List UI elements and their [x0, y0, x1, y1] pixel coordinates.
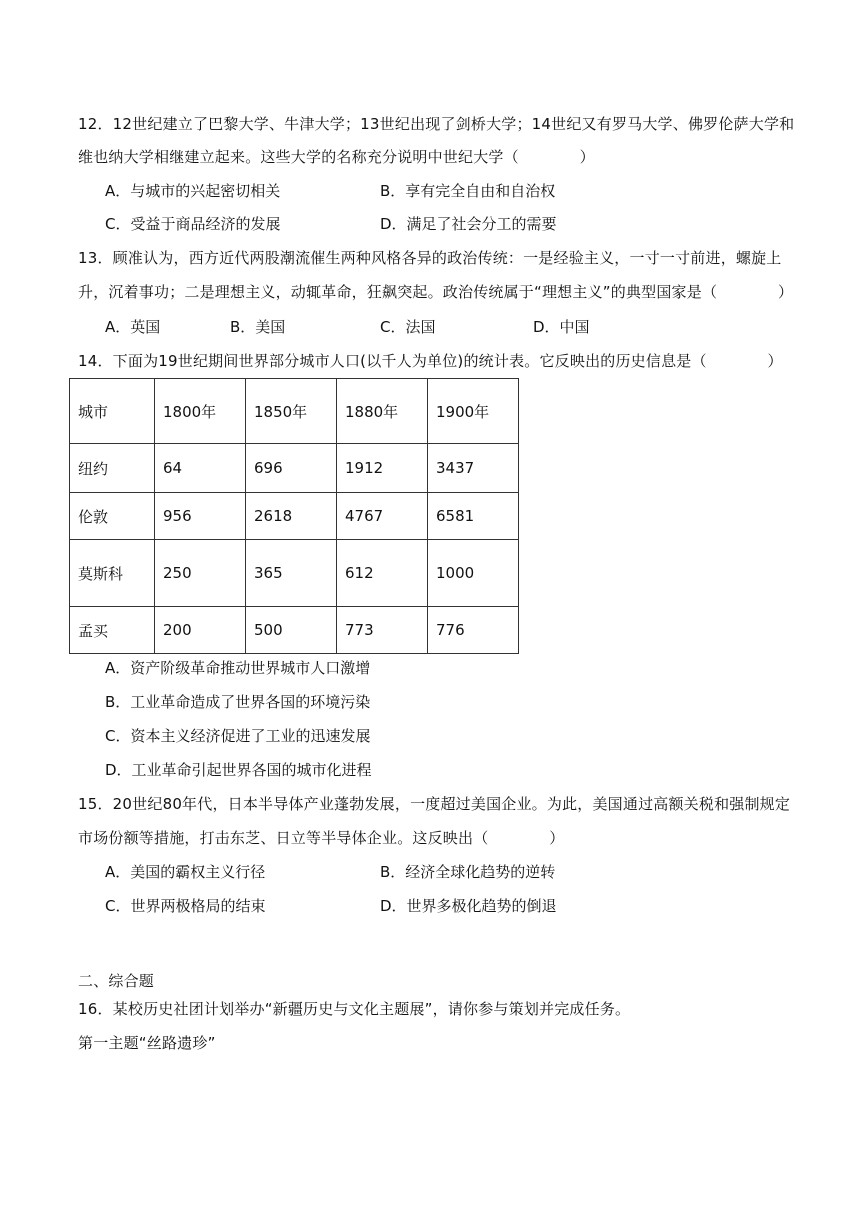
table-cell: 1000: [428, 540, 519, 607]
q15-option-a: A．美国的霸权主义行径: [105, 863, 266, 881]
q13-option-c: C．法国: [380, 318, 436, 336]
table-header-cell: 1880年: [337, 379, 428, 444]
table-cell: 365: [246, 540, 337, 607]
q13-option-b: B．美国: [230, 318, 286, 336]
q15-stem-line1: 15．20世纪80年代，日本半导体产业蓬勃发展，一度超过美国企业。为此，美国通过高额关税和强制规定: [78, 795, 791, 813]
q15-option-c: C．世界两极格局的结束: [105, 897, 266, 915]
table-header-row: [70, 379, 519, 444]
q14-stem-line1: 14．下面为19世纪期间世界部分城市人口(以千人为单位)的统计表。它反映出的历史信息是（ ）: [78, 352, 783, 370]
q15-option-d: D．世界多极化趋势的倒退: [380, 897, 557, 915]
table-header-cell: 1900年: [428, 379, 519, 444]
q12-option-c: C．受益于商品经济的发展: [105, 215, 281, 233]
table-cell: 956: [155, 493, 246, 540]
table-cell: 773: [337, 607, 428, 654]
table-cell: 612: [337, 540, 428, 607]
table-row: [70, 540, 519, 607]
q13-option-a: A．英国: [105, 318, 161, 336]
q12-option-a: A．与城市的兴起密切相关: [105, 182, 281, 200]
table-header-cell: 1850年: [246, 379, 337, 444]
q15-stem-line2: 市场份额等措施，打击东芝、日立等半导体企业。这反映出（ ）: [78, 829, 565, 847]
table-cell: 696: [246, 444, 337, 493]
table-cell: 4767: [337, 493, 428, 540]
table-row: [70, 607, 519, 654]
q12-stem-line1: 12．12世纪建立了巴黎大学、牛津大学；13世纪出现了剑桥大学；14世纪又有罗马大学、佛罗伦萨大学和: [78, 115, 795, 133]
q13-stem-line1: 13．顾准认为，西方近代两股潮流催生两种风格各异的政治传统：一是经验主义，一寸一寸前进，螺旋上: [78, 249, 782, 267]
table-cell: 2618: [246, 493, 337, 540]
table-cell: 500: [246, 607, 337, 654]
q12-option-d: D．满足了社会分工的需要: [380, 215, 557, 233]
table-cell: 莫斯科: [70, 540, 155, 607]
table-row: [70, 493, 519, 540]
table-cell: 64: [155, 444, 246, 493]
table-cell: 纽约: [70, 444, 155, 493]
q12-option-b: B．享有完全自由和自治权: [380, 182, 556, 200]
q12-stem-line2: 维也纳大学相继建立起来。这些大学的名称充分说明中世纪大学（ ）: [78, 148, 595, 166]
q14-option-b: B．工业革命造成了世界各国的环境污染: [105, 693, 371, 711]
table-row: [70, 444, 519, 493]
section-heading: 二、综合题: [78, 972, 155, 990]
table-cell: 伦敦: [70, 493, 155, 540]
q13-option-d: D．中国: [533, 318, 590, 336]
table-cell: 1912: [337, 444, 428, 493]
table-cell: 776: [428, 607, 519, 654]
city-population-table: [69, 378, 519, 654]
table-header-cell: 城市: [70, 379, 155, 444]
q14-option-a: A．资产阶级革命推动世界城市人口激增: [105, 659, 371, 677]
q13-stem-line2: 升，沉着事功；二是理想主义，动辄革命，狂飙突起。政治传统属于“理想主义”的典型国家是（ ）: [78, 283, 794, 301]
table-cell: 200: [155, 607, 246, 654]
table-header-cell: 1800年: [155, 379, 246, 444]
q14-option-d: D．工业革命引起世界各国的城市化进程: [105, 761, 372, 779]
table-cell: 孟买: [70, 607, 155, 654]
table-cell: 250: [155, 540, 246, 607]
table-cell: 6581: [428, 493, 519, 540]
theme1-heading: 第一主题“丝路遗珍”: [78, 1034, 216, 1052]
q14-option-c: C．资本主义经济促进了工业的迅速发展: [105, 727, 371, 745]
q16-stem: 16．某校历史社团计划举办“新疆历史与文化主题展”，请你参与策划并完成任务。: [78, 1000, 631, 1018]
q15-option-b: B．经济全球化趋势的逆转: [380, 863, 556, 881]
table-cell: 3437: [428, 444, 519, 493]
